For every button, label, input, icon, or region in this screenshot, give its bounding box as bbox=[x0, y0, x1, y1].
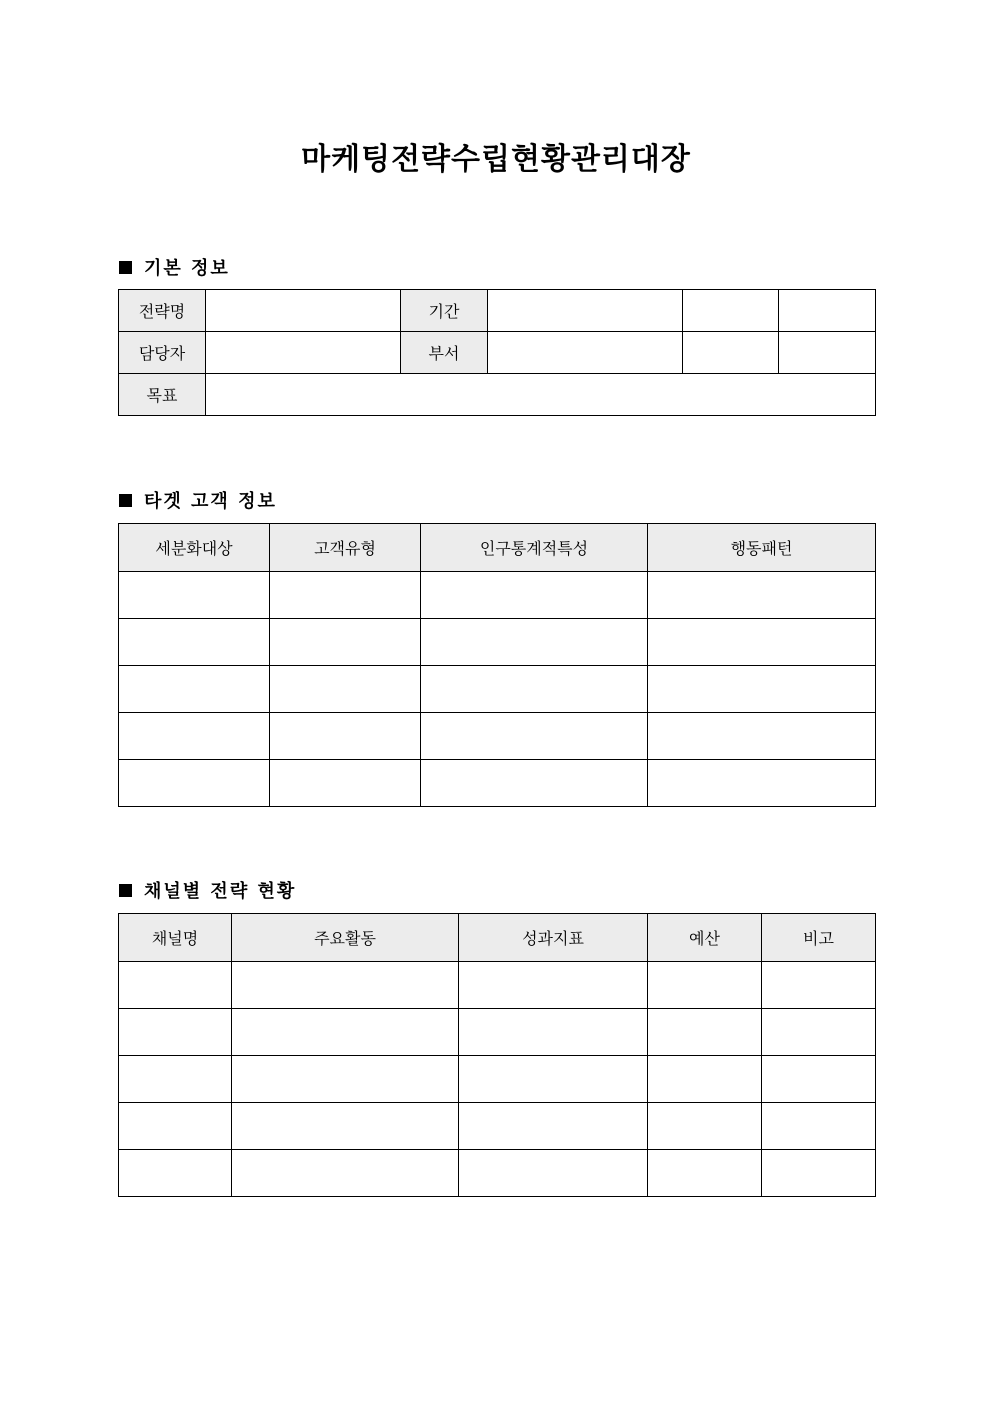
table-row bbox=[119, 332, 876, 374]
table-cell[interactable] bbox=[232, 1103, 459, 1150]
square-bullet-icon bbox=[119, 261, 132, 274]
strategy-name-label: 전략명 bbox=[119, 290, 206, 332]
strategy-name-field[interactable] bbox=[206, 290, 401, 332]
table-cell[interactable] bbox=[119, 666, 270, 713]
department-field[interactable] bbox=[488, 332, 683, 374]
square-bullet-icon bbox=[119, 884, 132, 897]
table-cell[interactable] bbox=[119, 760, 270, 807]
table-cell[interactable] bbox=[232, 1056, 459, 1103]
table-cell[interactable] bbox=[421, 713, 648, 760]
table-cell[interactable] bbox=[648, 1150, 762, 1197]
table-cell[interactable] bbox=[119, 1103, 232, 1150]
goal-label: 목표 bbox=[119, 374, 206, 416]
table-row bbox=[119, 1150, 876, 1197]
table-cell[interactable] bbox=[648, 572, 876, 619]
table-cell[interactable] bbox=[762, 1009, 876, 1056]
table-cell[interactable] bbox=[459, 1009, 648, 1056]
column-header: 고객유형 bbox=[270, 524, 421, 572]
table-cell[interactable] bbox=[119, 619, 270, 666]
channel-strategy-table bbox=[118, 913, 876, 1197]
table-cell[interactable] bbox=[421, 572, 648, 619]
table-cell[interactable] bbox=[119, 713, 270, 760]
table-row bbox=[119, 572, 876, 619]
column-header: 성과지표 bbox=[459, 914, 648, 962]
table-cell[interactable] bbox=[119, 572, 270, 619]
manager-field[interactable] bbox=[206, 332, 401, 374]
table-cell[interactable] bbox=[232, 962, 459, 1009]
column-header: 비고 bbox=[762, 914, 876, 962]
square-bullet-icon bbox=[119, 494, 132, 507]
table-row bbox=[119, 619, 876, 666]
table-cell[interactable] bbox=[648, 1103, 762, 1150]
goal-field[interactable] bbox=[206, 374, 876, 416]
blank-cell[interactable] bbox=[779, 332, 876, 374]
table-cell[interactable] bbox=[648, 1009, 762, 1056]
table-row bbox=[119, 713, 876, 760]
blank-cell[interactable] bbox=[779, 290, 876, 332]
document-title: 마케팅전략수립현황관리대장 bbox=[301, 142, 691, 177]
table-cell[interactable] bbox=[270, 713, 421, 760]
basic-info-heading-text: 기본 정보 bbox=[144, 258, 230, 279]
column-header: 주요활동 bbox=[232, 914, 459, 962]
column-header: 인구통계적특성 bbox=[421, 524, 648, 572]
table-cell[interactable] bbox=[270, 572, 421, 619]
table-cell[interactable] bbox=[270, 760, 421, 807]
column-header: 세분화대상 bbox=[119, 524, 270, 572]
target-info-heading bbox=[119, 487, 277, 513]
target-info-heading-text: 타겟 고객 정보 bbox=[144, 491, 277, 512]
table-cell[interactable] bbox=[119, 1009, 232, 1056]
basic-info-heading bbox=[119, 254, 230, 280]
column-header: 채널명 bbox=[119, 914, 232, 962]
table-row bbox=[119, 760, 876, 807]
table-cell[interactable] bbox=[648, 619, 876, 666]
table-cell[interactable] bbox=[459, 1103, 648, 1150]
blank-cell[interactable] bbox=[683, 290, 779, 332]
table-cell[interactable] bbox=[459, 1150, 648, 1197]
column-header: 예산 bbox=[648, 914, 762, 962]
table-row bbox=[119, 1009, 876, 1056]
channel-info-heading-text: 채널별 전략 현황 bbox=[144, 881, 297, 902]
table-cell[interactable] bbox=[762, 962, 876, 1009]
table-cell[interactable] bbox=[270, 619, 421, 666]
table-row bbox=[119, 1056, 876, 1103]
table-cell[interactable] bbox=[421, 666, 648, 713]
table-cell[interactable] bbox=[648, 1056, 762, 1103]
table-cell[interactable] bbox=[762, 1103, 876, 1150]
blank-cell[interactable] bbox=[683, 332, 779, 374]
table-row bbox=[119, 666, 876, 713]
target-customer-table bbox=[118, 523, 876, 807]
table-cell[interactable] bbox=[270, 666, 421, 713]
table-cell[interactable] bbox=[119, 1056, 232, 1103]
table-cell[interactable] bbox=[119, 962, 232, 1009]
column-header: 행동패턴 bbox=[648, 524, 876, 572]
channel-info-heading bbox=[119, 877, 296, 903]
table-cell[interactable] bbox=[232, 1009, 459, 1056]
period-field[interactable] bbox=[488, 290, 683, 332]
table-cell[interactable] bbox=[421, 760, 648, 807]
table-row bbox=[119, 962, 876, 1009]
table-cell[interactable] bbox=[421, 619, 648, 666]
table-cell[interactable] bbox=[459, 1056, 648, 1103]
table-cell[interactable] bbox=[762, 1056, 876, 1103]
table-cell[interactable] bbox=[119, 1150, 232, 1197]
manager-label: 담당자 bbox=[119, 332, 206, 374]
basic-info-table bbox=[118, 289, 876, 416]
table-cell[interactable] bbox=[648, 713, 876, 760]
table-cell[interactable] bbox=[459, 962, 648, 1009]
table-header-row bbox=[119, 914, 876, 962]
period-label: 기간 bbox=[401, 290, 488, 332]
table-row bbox=[119, 374, 876, 416]
table-cell[interactable] bbox=[762, 1150, 876, 1197]
table-row bbox=[119, 1103, 876, 1150]
table-cell[interactable] bbox=[648, 760, 876, 807]
table-cell[interactable] bbox=[648, 666, 876, 713]
table-cell[interactable] bbox=[648, 962, 762, 1009]
table-row bbox=[119, 290, 876, 332]
table-cell[interactable] bbox=[232, 1150, 459, 1197]
table-header-row bbox=[119, 524, 876, 572]
department-label: 부서 bbox=[401, 332, 488, 374]
